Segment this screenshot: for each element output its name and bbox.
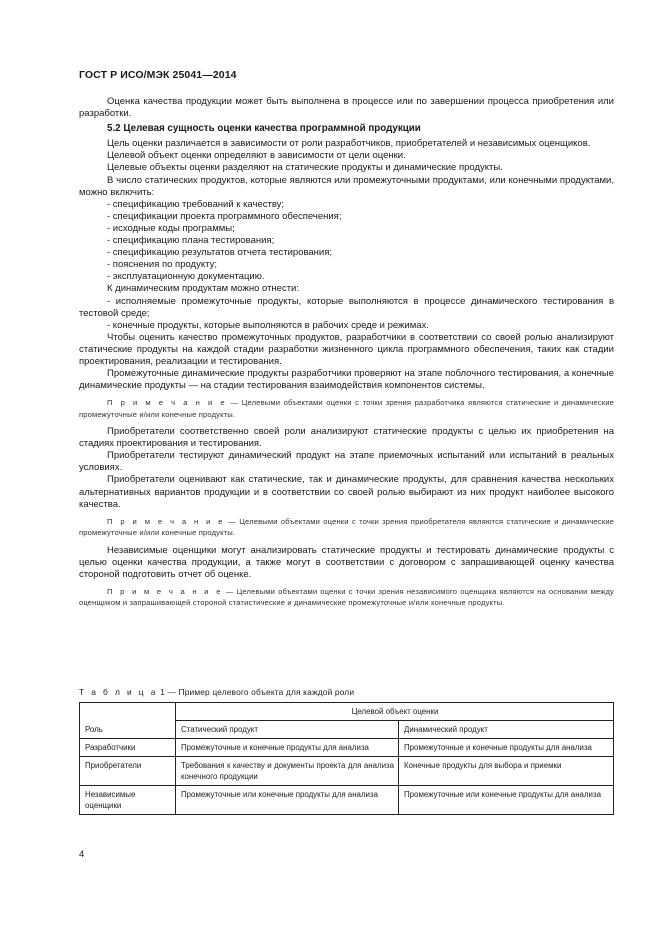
note bbox=[79, 586, 614, 609]
list-item: - спецификацию результатов отчета тестирования; bbox=[107, 247, 333, 259]
paragraph: Приобретатели тестируют динамический продукт на этапе приемочных испытаний или испытаний в реальных условиях. bbox=[79, 450, 614, 474]
list-item: - конечные продукты, которые выполняются в рабочих среде и режимах. bbox=[107, 319, 429, 331]
section-number: 5.2 bbox=[107, 123, 121, 135]
section-heading bbox=[79, 123, 614, 135]
note-label: П р и м е ч а н и е bbox=[107, 586, 223, 596]
note-text: — Целевыми объектами оценки с точки зрения независимого оценщика являются на основании между оценщиком и запрашивающей стороной статистические и динамические промежуточные и/или конечные продукты. bbox=[79, 586, 614, 608]
standard-header: ГОСТ Р ИСО/МЭК 25041—2014 bbox=[79, 69, 237, 81]
paragraph: Целевой объект оценки определяют в зависимости от цели оценки. bbox=[107, 150, 406, 162]
cell-dynamic: Конечные продукты для выбора и приемки bbox=[399, 757, 614, 786]
table-row bbox=[80, 757, 614, 786]
table-header-row bbox=[80, 703, 614, 721]
table-caption bbox=[79, 687, 354, 697]
header-static: Статический продукт bbox=[176, 721, 399, 739]
roles-table bbox=[79, 702, 614, 815]
paragraph: Независимые оценщики могут анализировать статические продукты и тестировать динамические продукты с целью оценки качества продукции, а также могут в соответствии с договором с запрашивающей оценку качества стороной подготовить отчет об оценке. bbox=[79, 544, 614, 580]
list-item: - спецификации проекта программного обеспечения; bbox=[107, 210, 342, 222]
note-label: П р и м е ч а н и е bbox=[107, 516, 225, 526]
paragraph: Промежуточные динамические продукты разработчики проверяют на этапе поблочного тестирования, а конечные динамические продукты — на стадии тестирования взаимодействия компонентов системы. bbox=[79, 368, 614, 392]
note-label: П р и м е ч а н и е bbox=[107, 398, 227, 408]
static-products-list bbox=[79, 199, 614, 284]
paragraph: Приобретатели соответственно своей роли анализируют статические продукты с целью их приобретения на стадиях проектирования и тестирования. bbox=[79, 426, 614, 450]
list-item: - исполняемые промежуточные продукты, которые выполняются в процессе динамического тестирования в тестовой среде; bbox=[79, 295, 614, 319]
table-row bbox=[80, 739, 614, 757]
cell-role: Разработчики bbox=[80, 739, 176, 757]
cell-static: Промежуточные и конечные продукты для анализа bbox=[176, 739, 399, 757]
list-item: - исходные коды программы; bbox=[107, 222, 235, 234]
note bbox=[79, 397, 614, 420]
paragraph: Чтобы оценить качество промежуточных продуктов, разработчики в соответствии со своей ролью анализируют статические продукты на каждой стадии разработки жизненного цикла программного обеспечения, таких как стадии проектирования, реализации и тестирования. bbox=[79, 331, 614, 367]
cell-static: Промежуточные или конечные продукты для анализа bbox=[176, 786, 399, 815]
paragraph: Приобретатели оценивают как статические, так и динамические продукты, для сравнения качества нескольких альтернативных вариантов продукции и в соответствии со своей ролью выбирают из них продукт наиболее высокого качества. bbox=[79, 474, 614, 510]
table-caption-text: 1 — Пример целевого объекта для каждой роли bbox=[157, 687, 355, 697]
paragraph: Цель оценки различается в зависимости от роли разработчиков, приобретателей и независимых оценщиков. bbox=[107, 138, 591, 150]
document-body bbox=[79, 96, 614, 615]
list-item: - эксплуатационную документацию. bbox=[107, 271, 265, 283]
page-number: 4 bbox=[79, 849, 85, 860]
note bbox=[79, 516, 614, 539]
table-caption-label: Т а б л и ц а bbox=[79, 687, 158, 697]
list-item: - спецификацию плана тестирования; bbox=[107, 235, 275, 247]
section-title: Целевая сущность оценки качества программной продукции bbox=[123, 123, 421, 135]
cell-static: Требования к качеству и документы проекта для анализа конечного продукции bbox=[176, 757, 399, 786]
table-row bbox=[80, 786, 614, 815]
paragraph: Целевые объекты оценки разделяют на статические продукты и динамические продукты. bbox=[107, 162, 503, 174]
paragraph: Оценка качества продукции может быть выполнена в процессе или по завершении процесса приобретения или разработки. bbox=[79, 96, 614, 120]
cell-role: Независимые оценщики bbox=[80, 786, 176, 815]
paragraph: В число статических продуктов, которые являются или промежуточными продуктами, или конечными продуктами, можно включить: bbox=[79, 174, 614, 198]
cell-dynamic: Промежуточные или конечные продукты для анализа bbox=[399, 786, 614, 815]
note-text: — Целевыми объектами оценки с точки зрения разработчика являются статические и динамические промежуточные и/или конечные продукты. bbox=[79, 398, 614, 419]
header-role: Роль bbox=[80, 703, 176, 739]
paragraph: К динамическим продуктам можно отнести: bbox=[107, 283, 299, 295]
cell-role: Приобретатели bbox=[80, 757, 176, 786]
cell-dynamic: Промежуточные и конечные продукты для анализа bbox=[399, 739, 614, 757]
header-group: Целевой объект оценки bbox=[176, 703, 614, 721]
header-dynamic: Динамический продукт bbox=[399, 721, 614, 739]
list-item: - пояснения по продукту; bbox=[107, 259, 217, 271]
note-text: — Целевыми объектами оценки с точки зрения приобретателя являются статические и динамические промежуточные и/или конечные продукты. bbox=[79, 516, 614, 538]
list-item: - спецификацию требований к качеству; bbox=[107, 198, 285, 210]
